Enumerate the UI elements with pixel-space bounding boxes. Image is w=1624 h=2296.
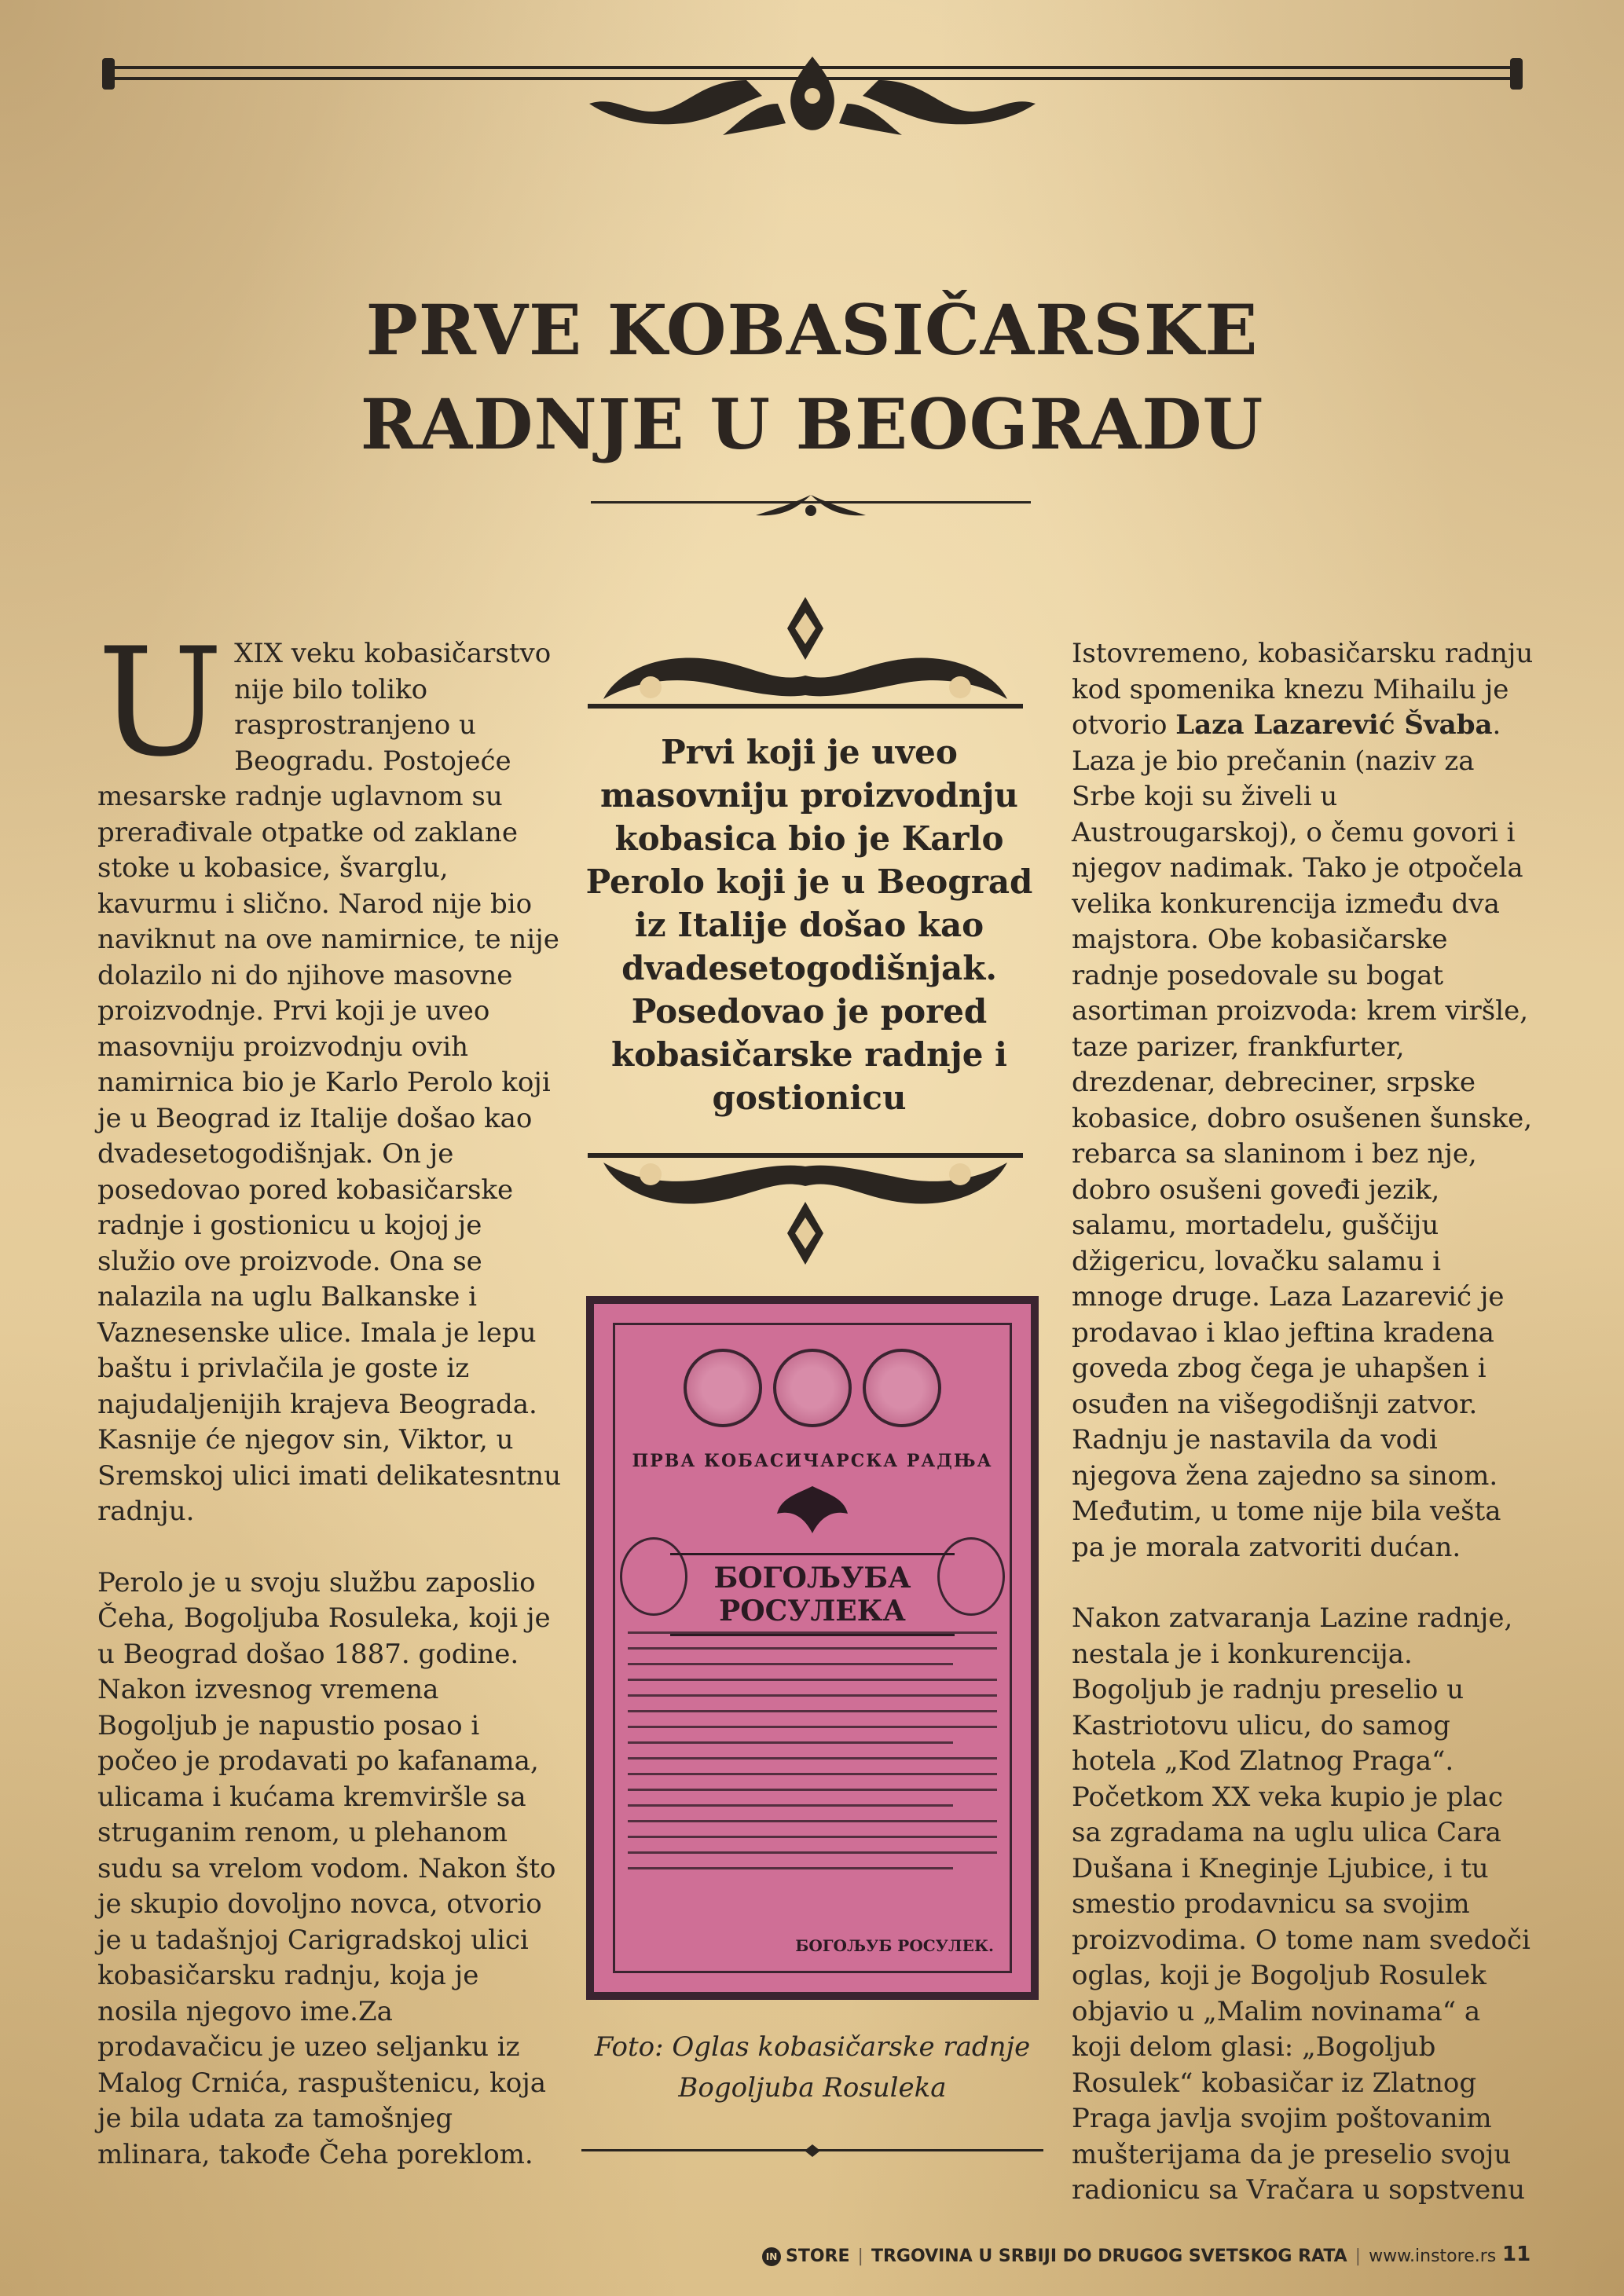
ad-frame xyxy=(613,1323,1012,1973)
paragraph-text: Istovremeno, kobasičarsku radnju kod spomenika knezu Mihailu je otvorio xyxy=(1072,638,1534,741)
title-line-1: PRVE KOBASIČARSKE xyxy=(365,289,1259,371)
caption-divider xyxy=(581,2143,1043,2159)
medal-icon xyxy=(863,1349,941,1427)
top-ornament xyxy=(102,49,1523,159)
footer-section: TRGOVINA U SRBIJI DO DRUGOG SVETSKOG RATA xyxy=(871,2247,1347,2266)
page-title xyxy=(0,283,1624,471)
instore-logo xyxy=(762,2245,850,2269)
title-line-2: RADNJE U BEOGRADU xyxy=(360,383,1264,465)
caption-line-1: Foto: Oglas kobasičarske radnje xyxy=(594,2031,1031,2063)
logo-badge-icon: IN xyxy=(762,2247,781,2266)
medal-icon xyxy=(684,1349,762,1427)
separator: | xyxy=(857,2247,863,2266)
separator: | xyxy=(1355,2247,1362,2266)
drop-cap: U xyxy=(97,616,224,789)
paragraph xyxy=(1072,636,1535,1565)
footer-url[interactable]: www.instore.rs xyxy=(1369,2247,1497,2266)
ad-heading: ПРВА КОБАСИЧАРСКА РАДЊА xyxy=(632,1451,993,1471)
paragraph-text: . Laza je bio prečanin (naziv za Srbe koji su živeli u Austrougarskoj), o čemu govori i njegov nadimak. Tako je otpočela velika konkurencija između dva majstora. Obe kobasičarske radnje posedovale su bogat asortiman proizvoda: krem viršle, taze parizer, frankfurter, drezdenar, debreciner, srpske kobasice, dobro osušenen šunske, rebarca sa slaninom i bez nje, dobro osušeni goveđi jezik, salamu, mortadelu, guščiju džigericu, lovačku salamu i mnoge druge. Laza Lazarević je prodavao i klao jeftina kradena goveda zbog čega je uhapšen i osuđen na višegodišnji zatvor. Radnju je nastavila da vodi njegova žena zajedno sa sinom. Međutim, u tome nije bila vešta pa je morala zatvoriti dućan. xyxy=(1072,709,1533,1563)
ad-shop-name: БОГОЉУБА РОСУЛЕКА xyxy=(670,1553,955,1636)
caption-line-2: Bogoljuba Rosuleka xyxy=(678,2072,947,2104)
crest-icon xyxy=(773,1482,852,1537)
bold-name: Laza Lazarević Švaba xyxy=(1175,709,1493,741)
paragraph xyxy=(97,616,561,1530)
page-number: 11 xyxy=(1502,2243,1531,2266)
right-column xyxy=(1072,636,1535,2244)
page-footer xyxy=(762,2245,1497,2269)
ad-signature: БОГОЉУБ РОСУЛЕК. xyxy=(795,1936,994,1955)
advertisement-photo xyxy=(586,1296,1039,2000)
paragraph: Perolo je u svoju službu zaposlio Čeha, Bogoljuba Rosuleka, koji je u Beograd došao 1887. godine. Nakon izvesnog vremena Bogoljub je napustio posao i počeo je prodavati po kafanama, ulicama i kućama kremviršle sa struganim renom, u plehanom sudu sa vrelom vodom. Nakon što je skupio dovoljno novca, otvorio je u tadašnjoj Carigradskoj ulici kobasičarsku radnju, koja je nosila njegovo ime.Za prodavačicu je uzeo seljanku iz Malog Crnića, raspuštenicu, koja je bila udata za tamošnjeg mlinara, takođe Čeha poreklom. xyxy=(97,1566,556,2170)
ad-medals xyxy=(615,1349,1010,1427)
ad-text-block xyxy=(628,1631,997,1883)
logo-text: STORE xyxy=(786,2247,850,2266)
pull-quote-bottom-ornament xyxy=(588,1147,1023,1265)
pull-quote-top-ornament xyxy=(588,597,1023,715)
photo-caption xyxy=(581,2027,1043,2108)
title-divider xyxy=(591,487,1031,525)
medal-icon xyxy=(773,1349,852,1427)
pull-quote: Prvi koji je uveo masovniju proizvodnju kobasica bio je Karlo Perolo koji je u Beograd iz Italije došao kao dvadesetogodišnjak. Posedovao je pored kobasičarske radnje i gostionicu xyxy=(585,733,1033,1117)
paragraph: Nakon zatvaranja Lazine radnje, nestala je i konkurencija. Bogoljub je radnju preselio u Kastriotovu ulicu, do samog hotela „Kod Zlatnog Praga“. Početkom XX veka kupio je plac sa zgradama na uglu ulica Cara Dušana i Kneginje Ljubice, i tu smestio prodavnicu sa svojim proizvodima. O tome nam svedoči oglas, koji je Bogoljub Rosulek objavio u „Malim novinama“ a koji delom glasi: „Bogoljub Rosulek“ kobasičar iz Zlatnog Praga javlja svojim poštovanim mušterijama da je preselio svoju radionicu sa Vračara u sopstvenu xyxy=(1072,1602,1531,2206)
left-column xyxy=(97,616,561,2208)
paragraph-text: XIX veku kobasičarstvo nije bilo toliko rasprostranjeno u Beogradu. Postojeće mesarske radnje uglavnom su prerađivale otpatke od zaklane stoke u kobasice, švarglu, kavurmu i slično. Narod nije bio naviknut na ove namirnice, te nije dolazilo ni do njihove masovne proizvodnje. Prvi koji je uveo masovniju proizvodnju ovih namirnica bio je Karlo Perolo koji je u Beograd iz Italije došao kao dvadesetogodišnjak. On je posedovao pored kobasičarske radnje i gostionicu u kojoj je služio ove proizvode. Ona se nalazila na uglu Balkanske i Vaznesenske ulice. Imala je lepu baštu i privlačila je goste iz najudaljenijih krajeva Beograda. Kasnije će njegov sin, Viktor, u Sremskoj ulici imati delikatesntnu radnju. xyxy=(97,638,561,1527)
